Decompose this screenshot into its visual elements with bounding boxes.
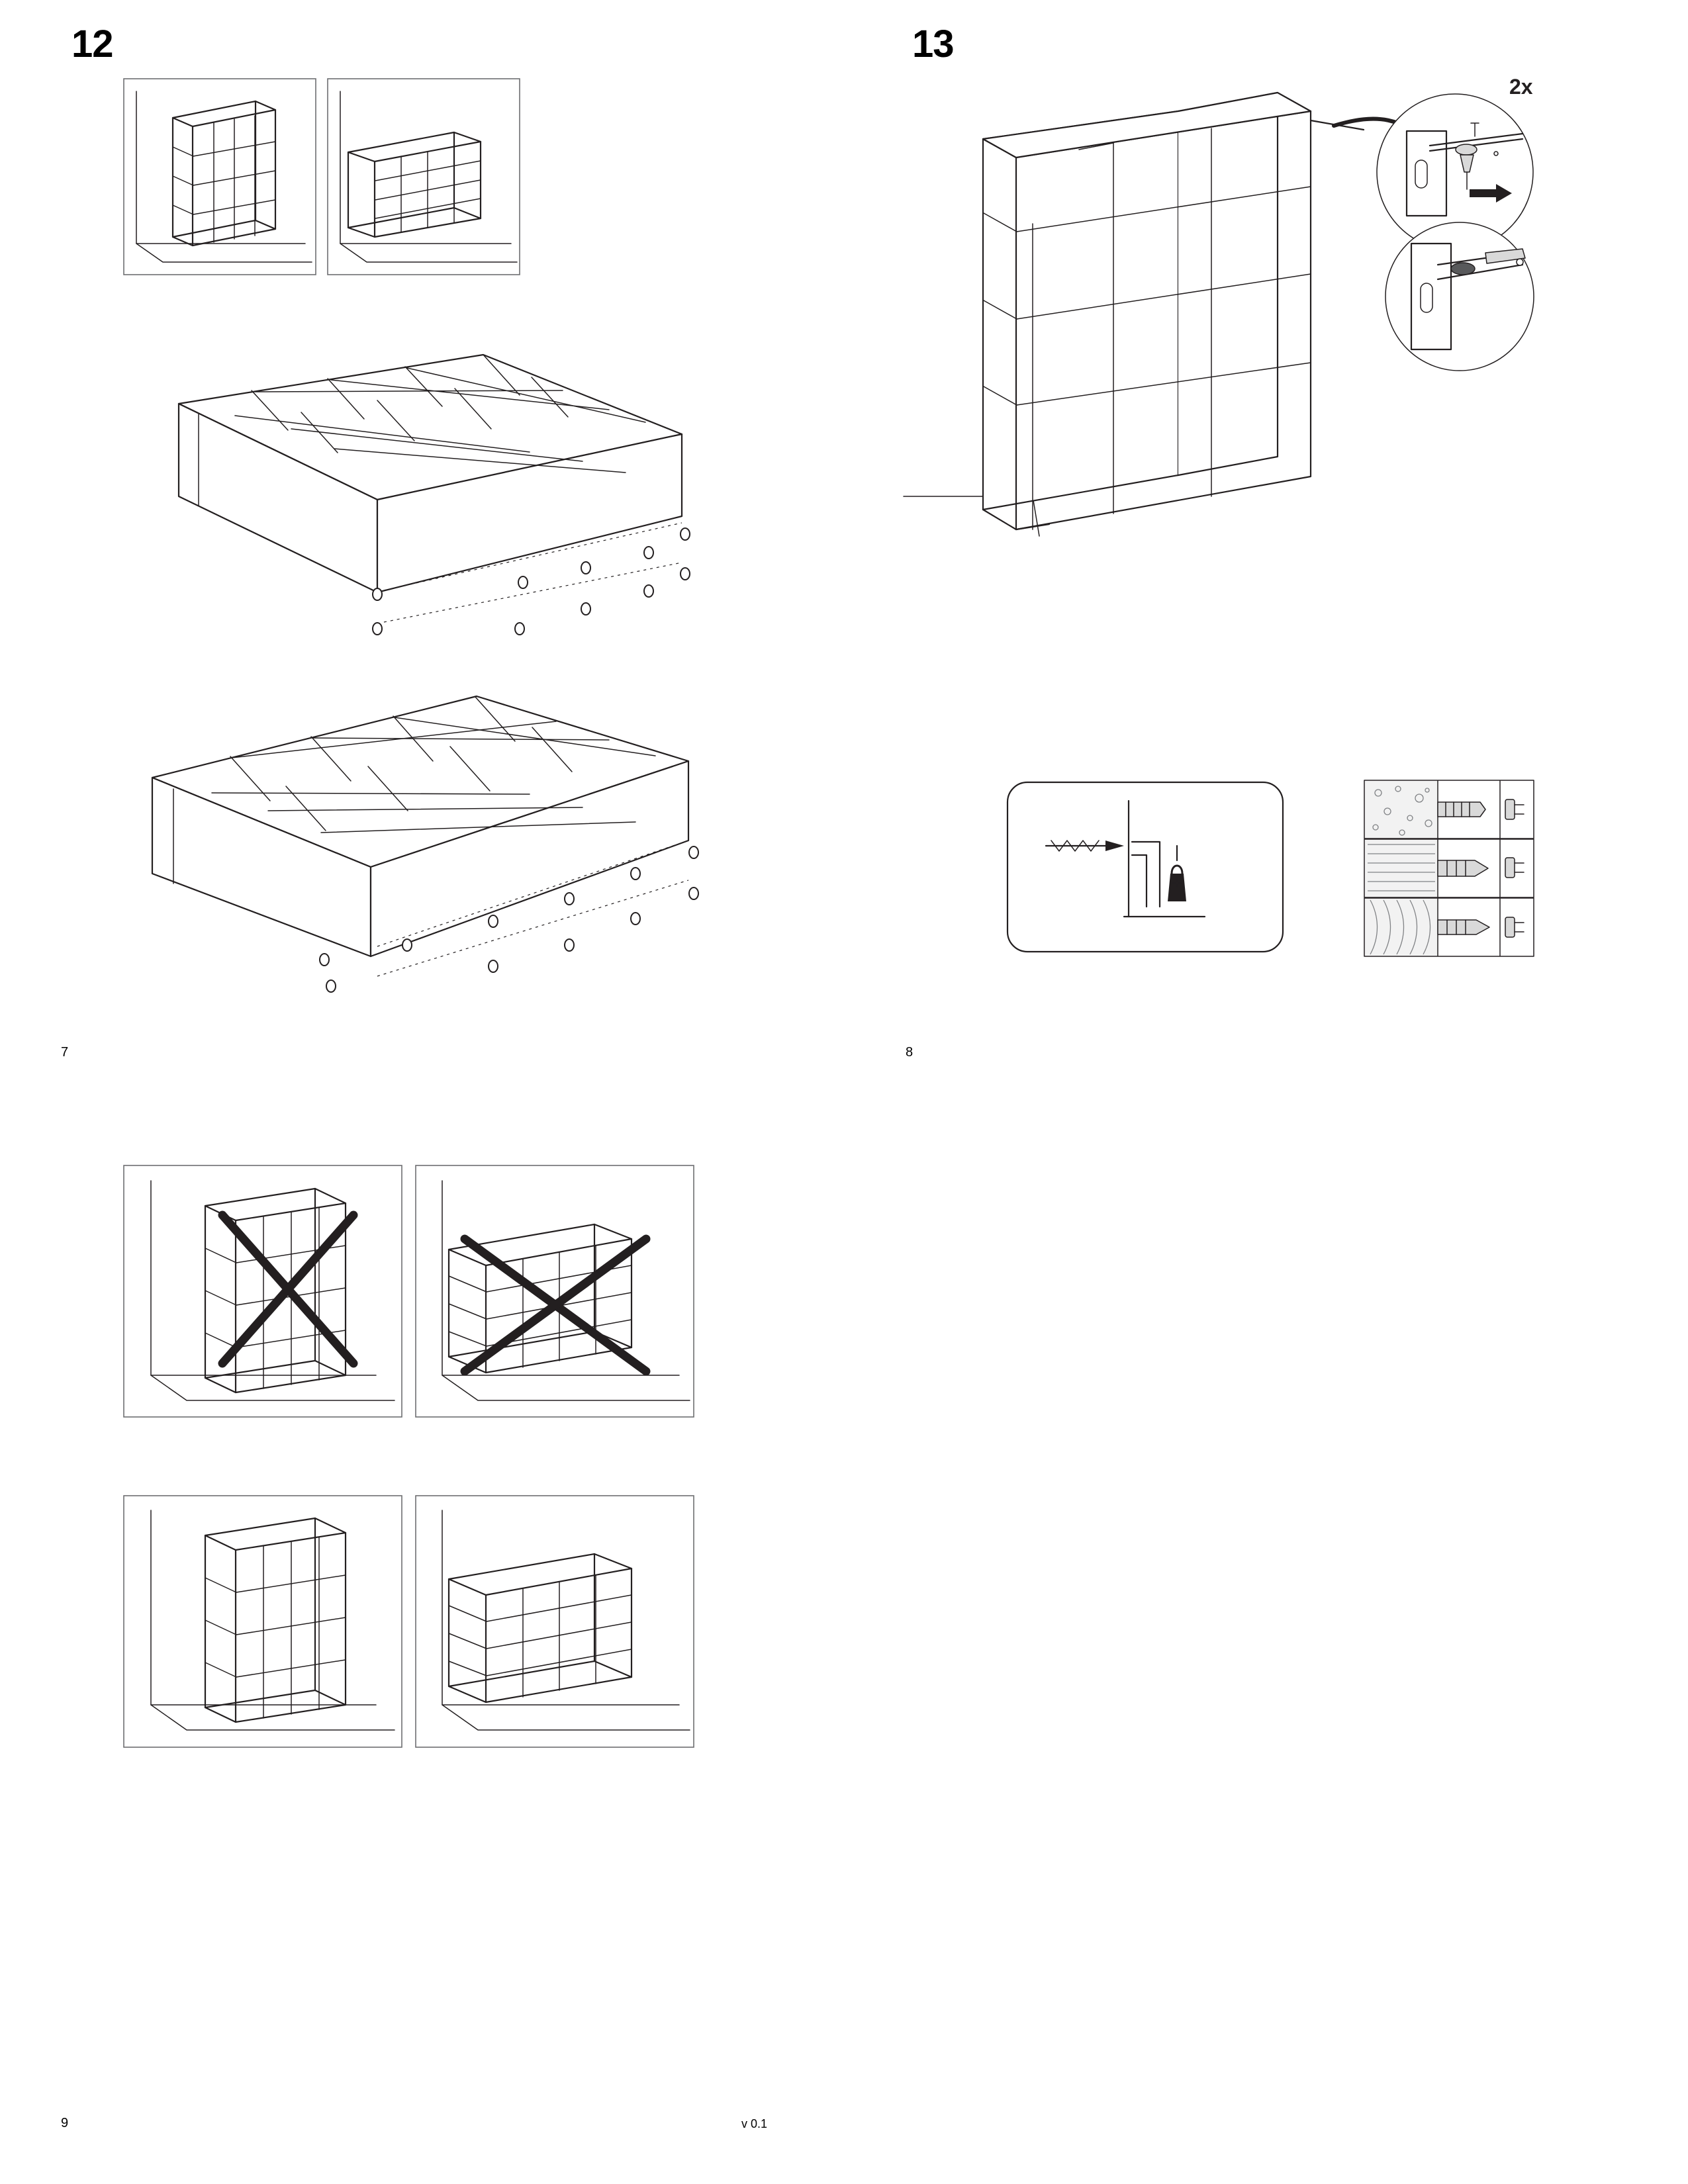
quantity-label-2x: 2x — [1509, 75, 1533, 99]
version-label: v 0.1 — [741, 2117, 768, 2130]
incorrect-horizontal-unit — [416, 1165, 694, 1417]
detail-bracket-bottom — [1385, 222, 1534, 371]
frame-horizontal-layout — [132, 675, 708, 999]
wall-material-concrete — [1364, 780, 1534, 839]
orientation-vertical-thumbnail — [124, 79, 316, 275]
wall-fixing-warning — [1006, 781, 1284, 953]
correct-horizontal-unit — [416, 1496, 694, 1747]
step-number-12: 12 — [71, 23, 113, 66]
incorrect-vertical-unit — [124, 1165, 402, 1417]
frame-vertical-layout — [159, 331, 702, 642]
wall-material-wood — [1364, 898, 1534, 956]
correct-vertical-unit — [124, 1496, 402, 1747]
page-number: 9 — [61, 2116, 69, 2130]
wall-anchor-main — [900, 73, 1549, 609]
panel-number-8: 8 — [906, 1045, 914, 1060]
step-12-thumbnails — [123, 78, 547, 277]
orientation-validity-grid — [123, 1165, 699, 1853]
orientation-horizontal-thumbnail — [328, 79, 520, 275]
step-number-13: 13 — [912, 23, 954, 66]
wall-material-plaster — [1364, 839, 1534, 897]
wall-material-table — [1364, 780, 1536, 958]
panel-number-7: 7 — [61, 1045, 69, 1060]
